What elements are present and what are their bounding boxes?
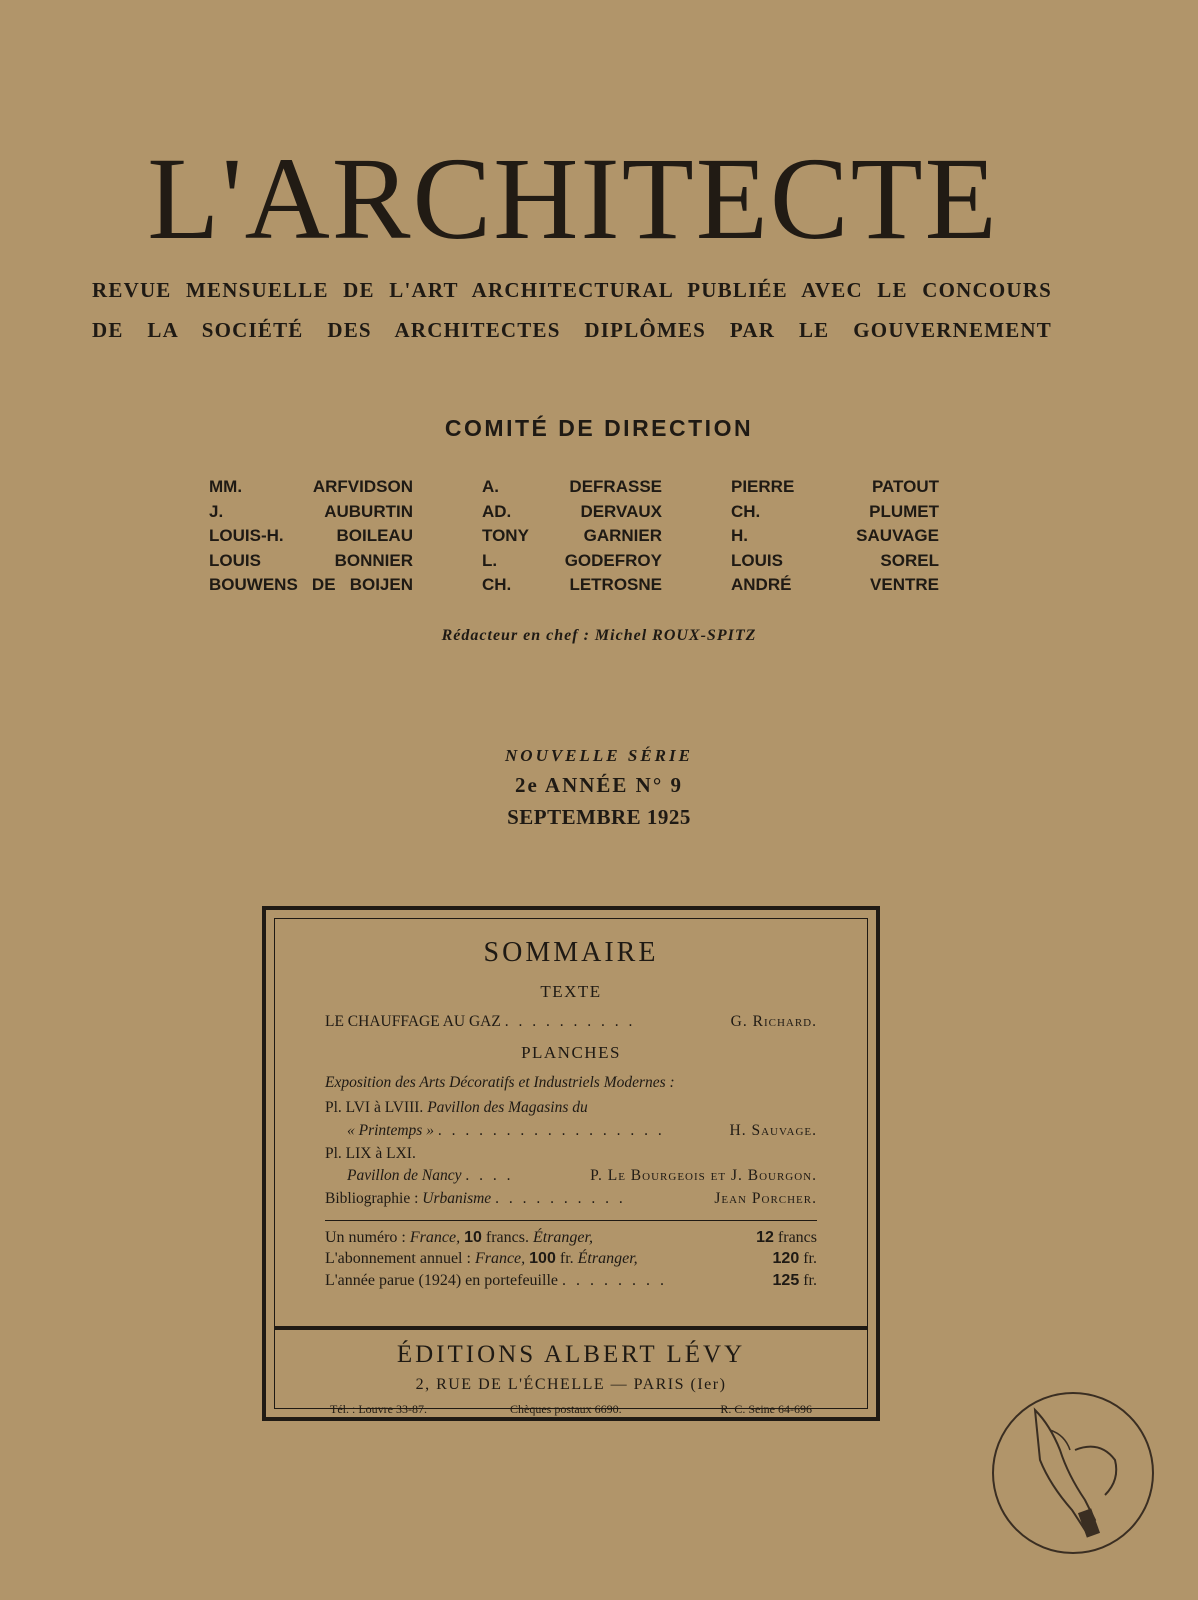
- divider-rule: [325, 1220, 817, 1221]
- toc-entry-bibliographie: [325, 1190, 817, 1208]
- comite-member: J. AUBURTIN: [209, 501, 413, 521]
- plate-title: Pavillon des Magasins du: [427, 1099, 588, 1116]
- price-label: Un numéro :: [325, 1229, 406, 1246]
- toc-dots: . . . .: [465, 1167, 514, 1184]
- sommaire-title: SOMMAIRE: [483, 937, 659, 968]
- subtitle-line-1: REVUE MENSUELLE DE L'ART ARCHITECTURAL PUBLIÉE AVEC LE CONCOURS: [92, 278, 1052, 302]
- toc-author: P. Le Bourgeois et J. Bourgon.: [590, 1167, 817, 1184]
- comite-member: LOUIS BONNIER: [209, 550, 413, 570]
- comite-member: MM. ARFVIDSON: [209, 477, 413, 496]
- sommaire-inner-frame: [274, 918, 868, 1416]
- subtitle-line-2: DE LA SOCIÉTÉ DES ARCHITECTES DIPLÔMES PAR LE GOUVERNEMENT: [92, 318, 1052, 342]
- comite-member: ANDRÉ VENTRE: [731, 575, 939, 594]
- publisher-cheques: Chèques postaux 6690.: [510, 1402, 622, 1416]
- comite-member: LOUIS SOREL: [731, 550, 939, 570]
- price-annee-parue: [325, 1272, 817, 1290]
- exposition-heading: Exposition des Arts Décoratifs et Industriels Modernes :: [325, 1074, 675, 1091]
- price-dots: . . . . . . . .: [562, 1272, 667, 1289]
- price-value: 10: [464, 1229, 482, 1246]
- toc-entry-chauffage: [325, 1013, 817, 1031]
- price-value: 120: [772, 1250, 800, 1267]
- price-unit: fr.: [803, 1250, 817, 1267]
- issue-number: 2e ANNÉE N° 9: [515, 773, 683, 797]
- publisher-rc: R. C. Seine 64-696: [720, 1402, 812, 1416]
- comite-member: LOUIS-H. BOILEAU: [209, 526, 413, 545]
- toc-author: Jean Porcher.: [714, 1190, 817, 1207]
- price-country: France,: [474, 1250, 526, 1267]
- comite-member: A. DEFRASSE: [482, 477, 662, 496]
- masthead-title: L'ARCHITECTE: [147, 133, 999, 264]
- comite-member: CH. LETROSNE: [482, 575, 662, 594]
- plate-ref: Pl. LVI à LVIII.: [325, 1099, 424, 1116]
- comite-member: L. GODEFROY: [482, 550, 662, 570]
- price-unit: francs: [777, 1229, 817, 1246]
- planches-heading: PLANCHES: [521, 1043, 621, 1062]
- plate-title-cont: « Printemps »: [347, 1122, 434, 1139]
- toc-entry-nancy: [347, 1167, 817, 1185]
- price-abonnement: [325, 1250, 817, 1268]
- comite-member: TONY GARNIER: [482, 526, 662, 545]
- price-numero: [325, 1229, 817, 1247]
- price-label: L'abonnement annuel :: [325, 1250, 471, 1267]
- plate-ref: Pl. LIX à LXI.: [325, 1145, 416, 1162]
- price-unit: fr.: [559, 1250, 574, 1267]
- comite-column-3: [731, 475, 939, 598]
- comite-heading: COMITÉ DE DIRECTION: [444, 415, 754, 441]
- box-divider-thick: [275, 1326, 867, 1330]
- toc-dots: . . . . . . . . . .: [504, 1013, 636, 1030]
- comite-member: CH. PLUMET: [731, 501, 939, 521]
- toc-entry-nancy-ref: [325, 1145, 817, 1163]
- price-country: Étranger,: [577, 1250, 638, 1267]
- price-country: France,: [409, 1229, 461, 1246]
- sommaire-box: [262, 906, 880, 1421]
- price-label: L'année parue (1924) en portefeuille: [325, 1272, 558, 1289]
- toc-author: G. Richard.: [730, 1013, 817, 1030]
- plate-title: Pavillon de Nancy: [347, 1167, 462, 1184]
- toc-entry-printemps-ref: [325, 1099, 817, 1117]
- publisher-name: ÉDITIONS ALBERT LÉVY: [396, 1341, 746, 1368]
- comite-member: H. SAUVAGE: [731, 526, 939, 545]
- price-country: Étranger,: [532, 1229, 593, 1246]
- publisher-address: 2, RUE DE L'ÉCHELLE — PARIS (Ier): [415, 1376, 727, 1393]
- publisher-tel: Tél. : Louvre 33-87.: [330, 1402, 427, 1416]
- comite-column-2: [482, 475, 662, 598]
- toc-author: H. Sauvage.: [729, 1122, 817, 1139]
- redacteur-en-chef: Rédacteur en chef : Michel ROUX-SPITZ: [441, 627, 757, 644]
- price-value: 125: [772, 1272, 800, 1289]
- issue-date: SEPTEMBRE 1925: [507, 805, 691, 829]
- comite-member: PIERRE PATOUT: [731, 477, 939, 496]
- comite-member: AD. DERVAUX: [482, 501, 662, 521]
- price-unit: francs.: [485, 1229, 529, 1246]
- comite-column-1: [209, 475, 413, 598]
- library-stamp-icon: [990, 1390, 1156, 1556]
- price-value: 12: [756, 1229, 774, 1246]
- toc-title: Urbanisme: [422, 1190, 492, 1207]
- price-unit: fr.: [803, 1272, 817, 1289]
- toc-dots: . . . . . . . . . .: [495, 1190, 626, 1207]
- toc-entry-printemps: [347, 1122, 817, 1140]
- price-value: 100: [529, 1250, 556, 1267]
- toc-dots: . . . . . . . . . . . . . . . . .: [437, 1122, 665, 1139]
- issue-serie: NOUVELLE SÉRIE: [505, 746, 693, 765]
- comite-member: BOUWENS DE BOIJEN: [209, 575, 413, 594]
- texte-heading: TEXTE: [540, 982, 602, 1001]
- toc-label: LE CHAUFFAGE AU GAZ: [325, 1013, 501, 1030]
- toc-label: Bibliographie :: [325, 1190, 419, 1207]
